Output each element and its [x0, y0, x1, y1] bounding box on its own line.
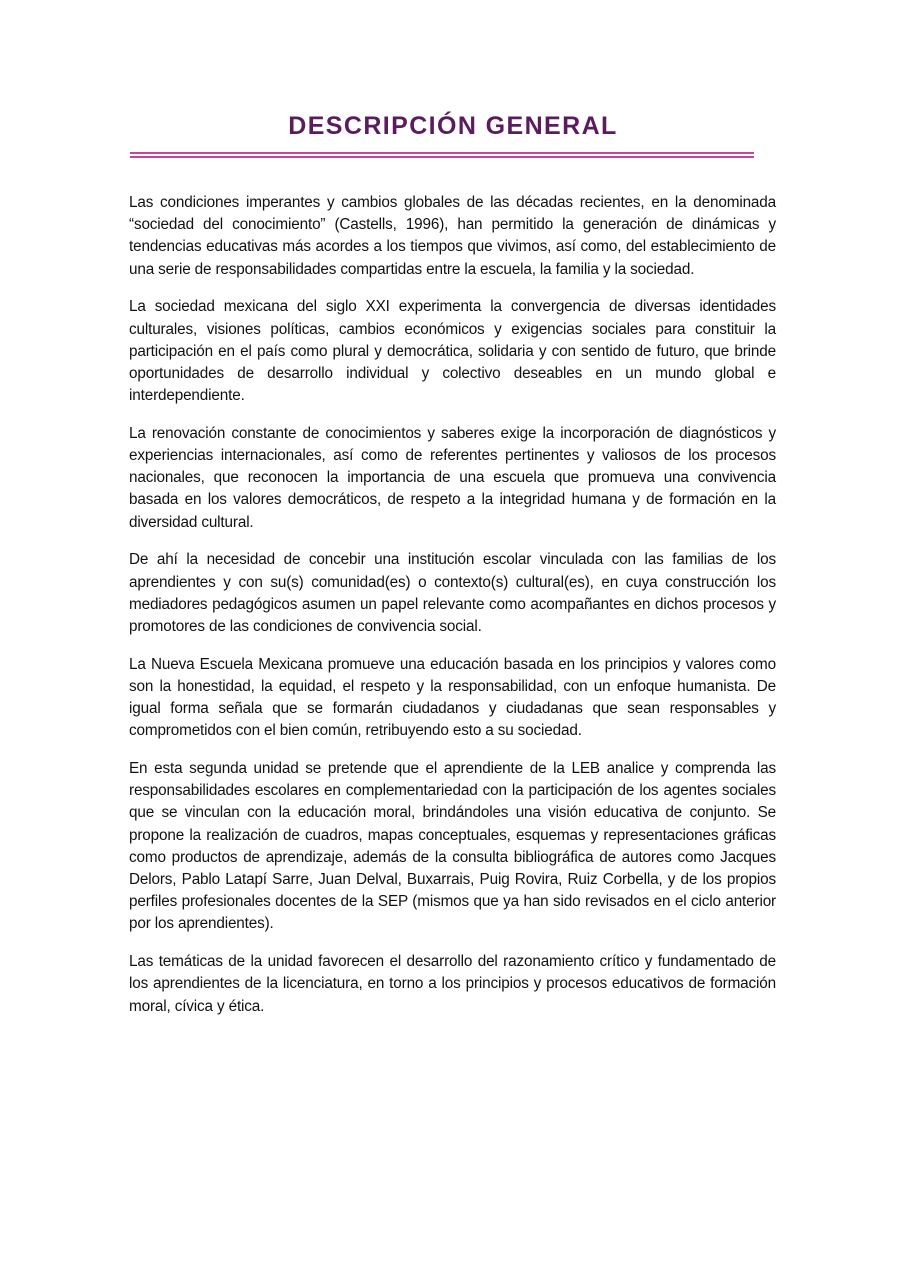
paragraph-3: La renovación constante de conocimientos y saberes exige la incorporación de diagnósticos y experiencias internacionales, así como de referentes pertinentes y valiosos de los procesos nacionales, que reconocen la importancia de una escuela que promueva una convivencia basada en los valores democráticos, de respeto a la integridad humana y de formación en la diversidad cultural. — [129, 424, 776, 531]
paragraph-2: La sociedad mexicana del siglo XXI experimenta la convergencia de diversas identidades culturales, visiones políticas, cambios económicos y exigencias sociales para constituir la participación en el país como plural y democrática, solidaria y con sentido de futuro, que brinde oportunidades de desarrollo individual y colectivo deseables en un mundo global e interdependiente. — [129, 298, 776, 405]
paragraph-4: De ahí la necesidad de concebir una institución escolar vinculada con las familias de los aprendientes y con su(s) comunidad(es) o contexto(s) cultural(es), en cuya construcción los mediadores pedagógicos asumen un papel relevante como acompañantes en dichos procesos y promotores de las condiciones de convivencia social. — [129, 551, 776, 635]
paragraph-6: En esta segunda unidad se pretende que el aprendiente de la LEB analice y comprenda las responsabilidades escolares en complementariedad con la participación de los agentes sociales que se vinculan con la educación moral, brindándoles una visión educativa de conjunto. Se propone la realización de cuadros, mapas conceptuales, esquemas y representaciones gráficas como productos de aprendizaje, además de la consulta bibliográfica de autores como Jacques Delors, Pablo Latapí Sarre, Juan Delval, Buxarrais, Puig Rovira, Ruiz Corbella, y de los propios perfiles profesionales docentes de la SEP (mismos que ya han sido revisados en el ciclo anterior por los aprendientes). — [129, 759, 776, 933]
title-underline-divider — [130, 152, 754, 159]
paragraph-7: Las temáticas de la unidad favorecen el desarrollo del razonamiento crítico y fundamentado de los aprendientes de la licenciatura, en torno a los principios y procesos educativos de formación moral, cívica y ética. — [129, 953, 776, 1015]
divider-line-top — [130, 152, 754, 154]
page-title: DESCRIPCIÓN GENERAL — [288, 112, 618, 140]
divider-line-bottom — [130, 156, 754, 158]
document-body — [129, 192, 776, 1033]
paragraph-1: Las condiciones imperantes y cambios globales de las décadas recientes, en la denominada “sociedad del conocimiento” (Castells, 1996), han permitido la generación de dinámicas y tendencias educativas más acordes a los tiempos que vivimos, así como, del establecimiento de una serie de responsabilidades compartidas entre la escuela, la familia y la sociedad. — [129, 194, 776, 278]
paragraph-5: La Nueva Escuela Mexicana promueve una educación basada en los principios y valores como son la honestidad, la equidad, el respeto y la responsabilidad, con un enfoque humanista. De igual forma señala que se formarán ciudadanos y ciudadanas que sean responsables y comprometidos con el bien común, retribuyendo esto a su sociedad. — [129, 655, 776, 740]
